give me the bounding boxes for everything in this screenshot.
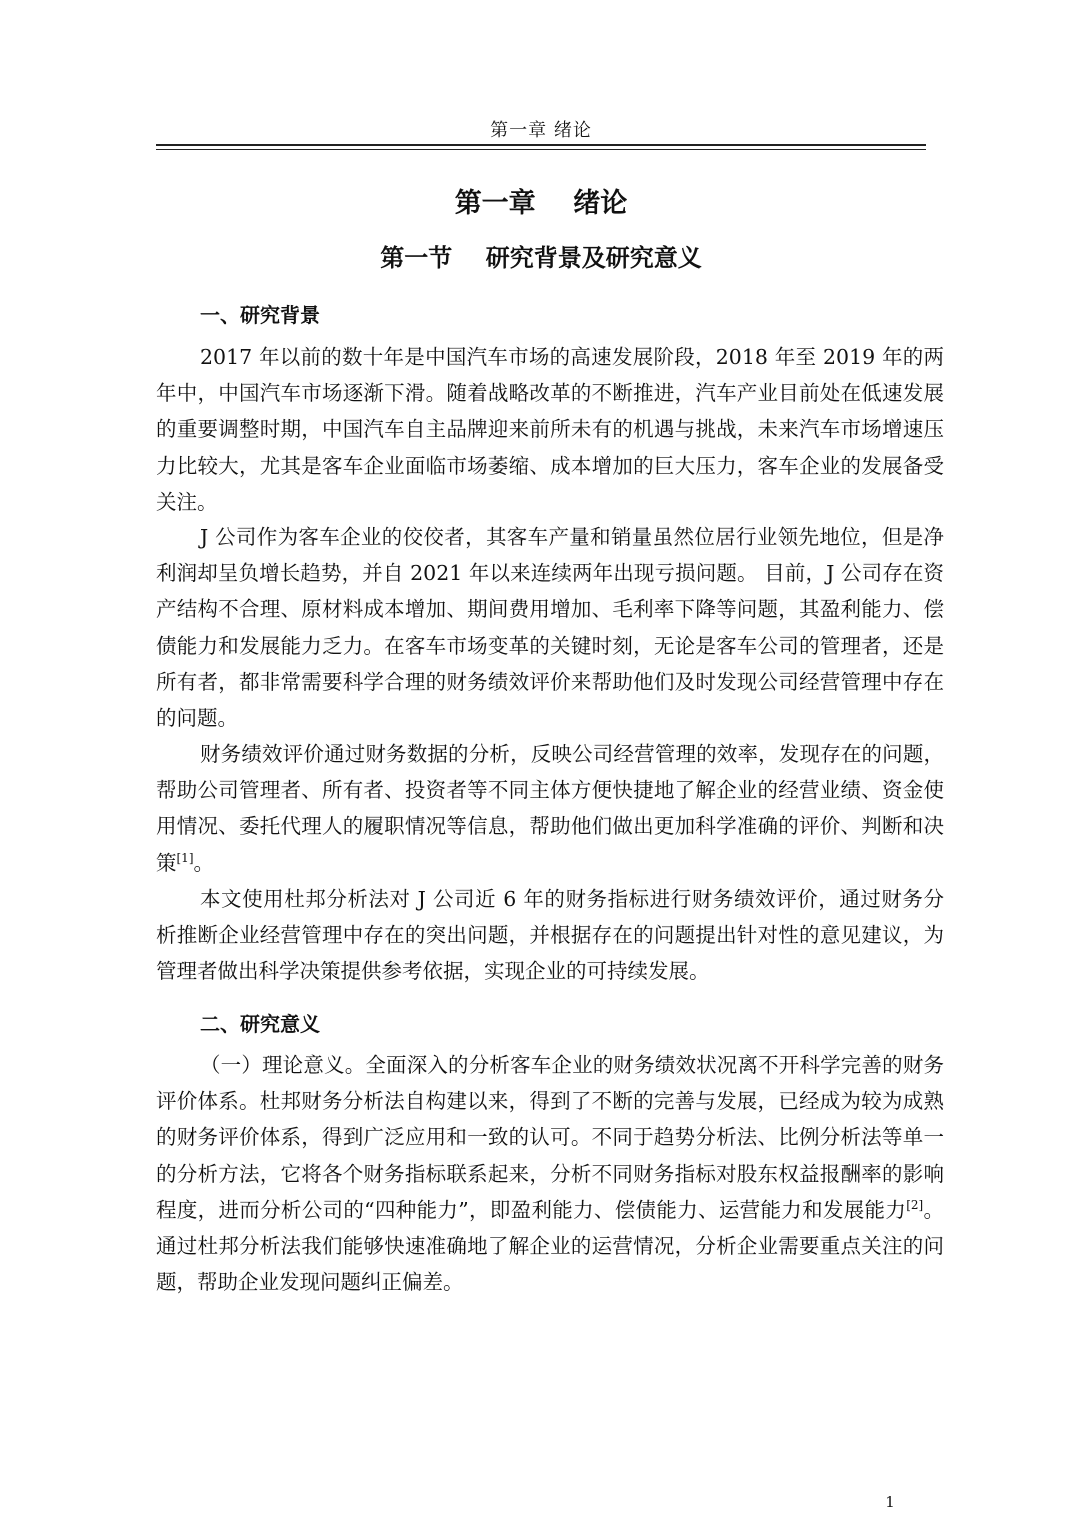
citation-ref-2: [2]: [906, 1197, 924, 1212]
header-rule-thin: [156, 149, 926, 150]
paragraph-text: （一）理论意义。全面深入的分析客车企业的财务绩效状况离不开科学完善的财务评价体系。杜邦财务分析法自构建以来，得到了不断的完善与发展，已经成为较为成熟的财务评价体系，得到广泛应用和一致的认可。不同于趋势分析法、比例分析法等单一的分析方法，它将各个财务指标联系起来，分析不同财务指标对股东权益报酬率的影响程度，进而分析公司的“四种能力”，即盈利能力、偿债能力、运营能力和发展能力: [156, 1053, 944, 1222]
paragraph-background-4: 本文使用杜邦分析法对 J 公司近 6 年的财务指标进行财务绩效评价，通过财务分析推断企业经营管理中存在的突出问题，并根据存在的问题提出针对性的意见建议，为管理者做出科学决策提供参考依据，实现企业的可持续发展。: [156, 887, 944, 984]
paragraph-background-1: 2017 年以前的数十年是中国汽车市场的高速发展阶段，2018 年至 2019 年的两年中，中国汽车市场逐渐下滑。随着战略改革的不断推进，汽车产业目前处在低速发展的重要调整时期，中国汽车自主品牌迎来前所未有的机遇与挑战，未来汽车市场增速压力比较大，尤其是客车企业面临市场萎缩、成本增加的巨大压力，客车企业的发展备受关注。: [156, 345, 944, 514]
header-rule-thick: [156, 144, 926, 146]
paragraph-significance-1: [156, 1047, 944, 1300]
citation-ref-1: [1]: [176, 850, 194, 865]
subheading-significance: 二、研究意义: [200, 1012, 320, 1036]
section-title: 第一节 研究背景及研究意义: [380, 243, 702, 272]
page-number: 1: [885, 1493, 895, 1511]
paragraph-background-2: J 公司作为客车企业的佼佼者，其客车产量和销量虽然位居行业领先地位，但是净利润却呈负增长趋势，并自 2021 年以来连续两年出现亏损问题。 目前，J 公司存在资产结构不合理、原材料成本增加、期间费用增加、毛利率下降等问题，其盈利能力、偿债能力和发展能力乏力。在客车市场变革的关键时刻，无论是客车公司的管理者，还是所有者，都非常需要科学合理的财务绩效评价来帮助他们及时发现公司经营管理中存在的问题。: [156, 525, 944, 731]
chapter-title: 第一章 绪论: [454, 188, 628, 219]
running-header: 第一章 绪论: [490, 120, 592, 141]
paragraph-background-3: [156, 736, 944, 881]
subheading-background: 一、研究背景: [200, 303, 320, 327]
paragraph-tail: 。: [193, 850, 214, 875]
paragraph-text: 财务绩效评价通过财务数据的分析，反映公司经营管理的效率，发现存在的问题，帮助公司管理者、所有者、投资者等不同主体方便快捷地了解企业的经营业绩、资金使用情况、委托代理人的履职情况等信息，帮助他们做出更加科学准确的评价、判断和决策: [156, 742, 944, 875]
paragraph-tail: 。通过杜邦分析法我们能够快速准确地了解企业的运营情况，分析企业需要重点关注的问题，帮助企业发现问题纠正偏差。: [156, 1197, 945, 1295]
